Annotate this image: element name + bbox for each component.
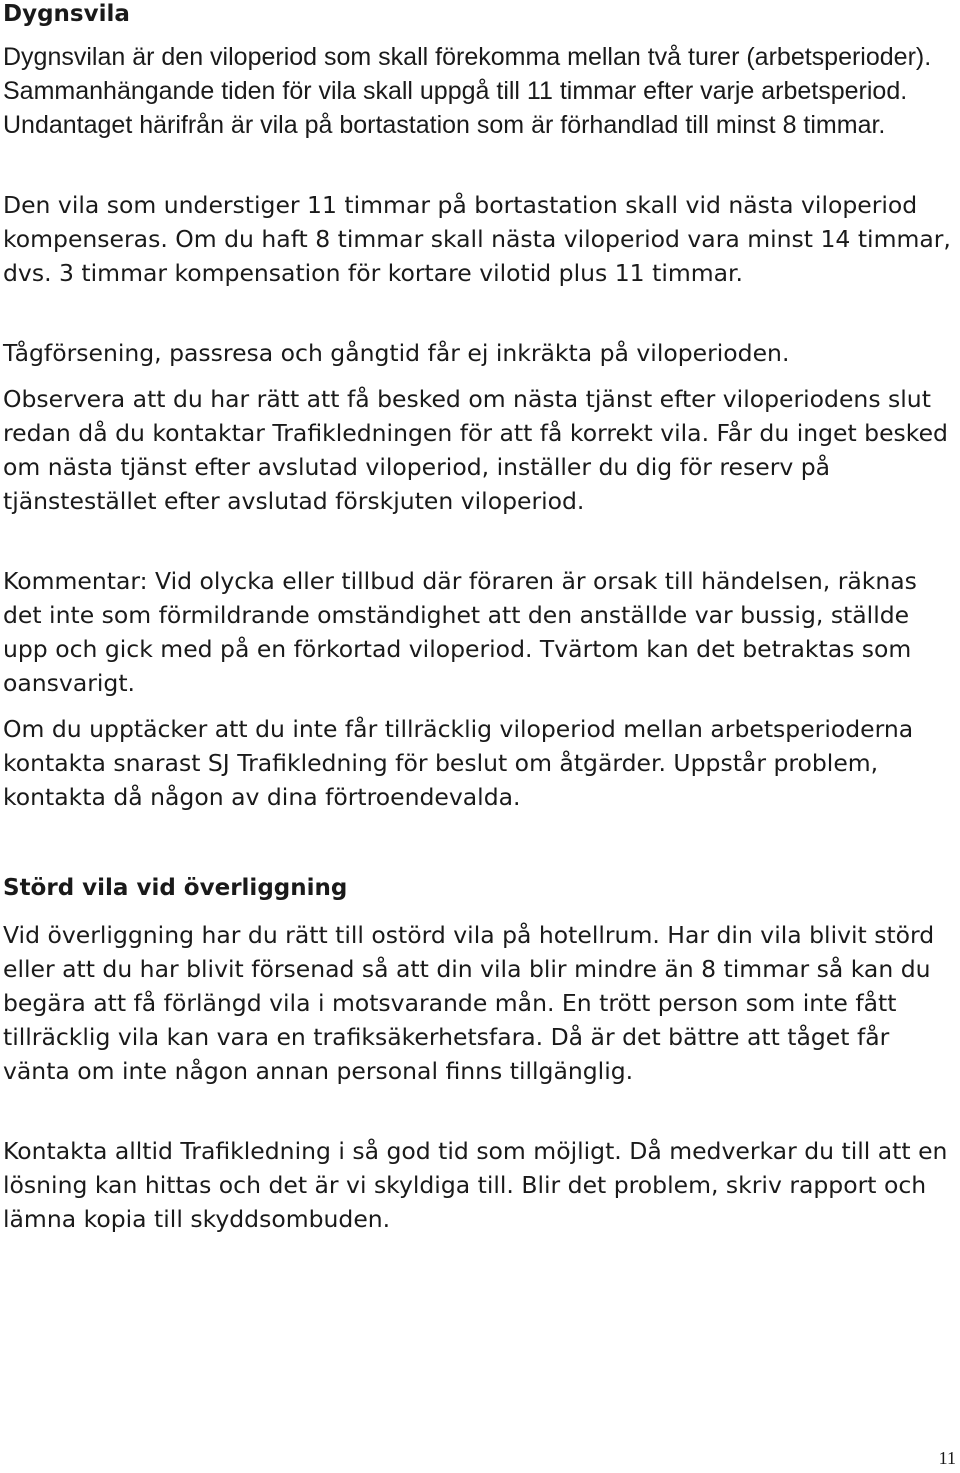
paragraph-dygnsvila-kommentar: Kommentar: Vid olycka eller tillbud där föraren är orsak till händelsen, räknas det inte som förmildrande omständighet att den anställde var bussig, ställde upp och gick med på en förkortad viloperiod. Tvärtom kan det betraktas som oansvarigt. <box>3 567 917 697</box>
page-number: 11 <box>938 1448 956 1468</box>
section-heading-stord-vila: Störd vila vid överliggning <box>3 875 348 901</box>
section-heading-dygnsvila: Dygnsvila <box>3 1 130 27</box>
paragraph-dygnsvila-delay: Tågförsening, passresa och gångtid får ej inkräkta på viloperioden. <box>3 339 790 367</box>
paragraph-dygnsvila-compensation: Den vila som understiger 11 timmar på bortastation skall vid nästa viloperiod kompenseras. Om du haft 8 timmar skall nästa viloperiod vara minst 14 timmar, dvs. 3 timmar kompensation för kortare vilotid plus 11 timmar. <box>3 191 951 287</box>
paragraph-dygnsvila-intro: Dygnsvilan är den viloperiod som skall förekomma mellan två turer (arbetsperioder). Sammanhängande tiden för vila skall uppgå till 11 timmar efter varje arbetsperiod. Undantaget härifrån är vila på bortastation som är förhandlad till minst 8 timmar. <box>3 43 932 139</box>
paragraph-dygnsvila-kontakt: Om du upptäcker att du inte får tillräcklig viloperiod mellan arbetsperioderna kontakta snarast SJ Trafikledning för beslut om åtgärder. Uppstår problem, kontakta då någon av dina förtroendevalda. <box>3 715 914 811</box>
paragraph-stord-vila-rights: Vid överliggning har du rätt till ostörd vila på hotellrum. Har din vila blivit störd eller att du har blivit försenad så att din vila blir mindre än 8 timmar så kan du begära att få förlängd vila i motsvarande mån. En trött person som inte fått tillräcklig vila kan vara en trafiksäkerhetsfara. Då är det bättre att tåget får vänta om inte någon annan personal finns tillgänglig. <box>3 921 935 1085</box>
paragraph-dygnsvila-besked: Observera att du har rätt att få besked om nästa tjänst efter viloperiodens slut redan då du kontaktar Trafikledningen för att få korrekt vila. Får du inget besked om nästa tjänst efter avslutad viloperiod, inställer du dig för reserv på tjänstestället efter avslutad förskjuten viloperiod. <box>3 385 948 515</box>
paragraph-stord-vila-kontakt: Kontakta alltid Trafikledning i så god tid som möjligt. Då medverkar du till att en lösning kan hittas och det är vi skyldiga till. Blir det problem, skriv rapport och lämna kopia till skyddsombuden. <box>3 1137 948 1233</box>
